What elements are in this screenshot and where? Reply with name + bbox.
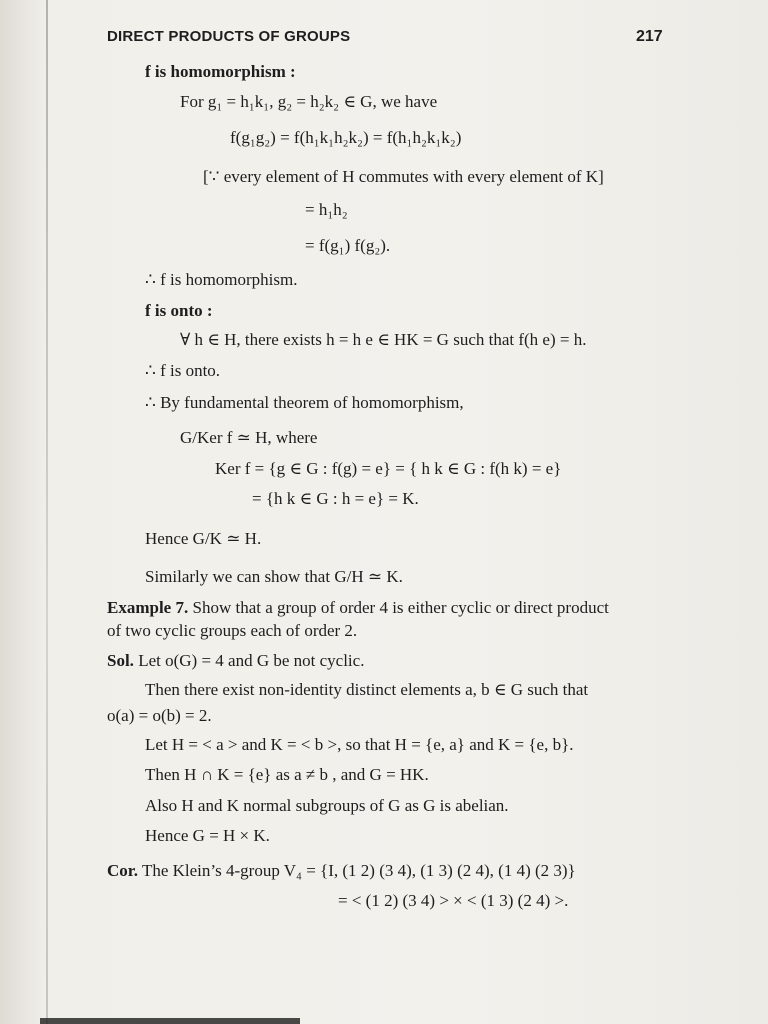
page-binding-shadow: [46, 0, 48, 1024]
text-line-l16: [145, 567, 403, 587]
line-text: = {h k ∈ G : h = e} = K.: [252, 489, 419, 508]
line-text: Let H = < a > and K = < b >, so that H = {e, a} and K = {e, b}.: [145, 735, 574, 754]
text-line-l03: [230, 128, 461, 148]
text-line-l15: [145, 529, 261, 549]
line-text: f is onto :: [145, 301, 213, 320]
text-line-l10: [145, 361, 220, 381]
line-text: ∴ By fundamental theorem of homomorphism,: [145, 393, 464, 412]
text-line-l21: [107, 706, 212, 726]
line-label: Sol.: [107, 651, 134, 670]
line-text: = f(g₁) f(g₂).: [305, 236, 391, 255]
line-text: o(a) = o(b) = 2.: [107, 706, 212, 725]
line-text: Hence G = H × K.: [145, 826, 270, 845]
line-text: f(g₁g₂) = f(h₁k₁h₂k₂) = f(h₁h₂k₁k₂): [230, 128, 462, 147]
line-text: f is homomorphism :: [145, 62, 296, 81]
text-line-l08: [145, 301, 213, 321]
text-line-l20: [145, 680, 588, 700]
text-line-l19: [107, 651, 364, 671]
line-text: = h₁h₂: [305, 200, 348, 219]
page-number: 217: [636, 28, 663, 45]
running-header-title: DIRECT PRODUCTS OF GROUPS: [107, 28, 351, 45]
line-text: Let o(G) = 4 and G be not cyclic.: [133, 651, 365, 670]
text-line-l18: [107, 621, 357, 641]
line-label: Example 7.: [107, 598, 189, 617]
line-text: G/Ker f ≃ H, where: [180, 428, 318, 447]
text-line-l02: [180, 92, 437, 112]
page-bottom-edge: [40, 1018, 300, 1024]
text-line-l11: [145, 393, 464, 413]
text-line-l17: [107, 598, 609, 618]
line-label: Cor.: [107, 861, 139, 880]
line-text: [∵ every element of H commutes with every element of K]: [203, 167, 604, 186]
line-text: ∴ f is onto.: [145, 361, 221, 380]
text-line-l22: [145, 735, 573, 755]
text-line-l09: [180, 330, 586, 350]
text-line-l23: [145, 765, 429, 785]
text-line-l13: [215, 459, 561, 479]
line-text: Then H ∩ K = {e} as a ≠ b , and G = HK.: [145, 765, 429, 784]
text-line-l04: [203, 167, 604, 187]
text-line-l01: [145, 62, 296, 82]
line-text: Show that a group of order 4 is either cyclic or direct product: [188, 598, 609, 617]
line-text: Similarly we can show that G/H ≃ K.: [145, 567, 403, 586]
text-line-l24: [145, 796, 509, 816]
line-text: of two cyclic groups each of order 2.: [107, 621, 358, 640]
text-line-l14: [252, 489, 419, 509]
line-text: The Klein’s 4-group V₄ = {I, (1 2) (3 4), (1 3) (2 4), (1 4) (2 3)}: [138, 861, 576, 880]
line-text: Also H and K normal subgroups of G as G is abelian.: [145, 796, 509, 815]
line-text: = < (1 2) (3 4) > × < (1 3) (2 4) >.: [338, 891, 569, 910]
text-line-l12: [180, 428, 317, 448]
line-text: Ker f = {g ∈ G : f(g) = e} = { h k ∈ G : f(h k) = e}: [215, 459, 562, 478]
text-line-l25: [145, 826, 270, 846]
text-line-l07: [145, 270, 298, 290]
line-text: Hence G/K ≃ H.: [145, 529, 262, 548]
line-text: ∴ f is homomorphism.: [145, 270, 298, 289]
text-line-l05: [305, 200, 348, 220]
text-line-l26: [107, 861, 576, 881]
line-text: Then there exist non-identity distinct elements a, b ∈ G such that: [145, 680, 589, 699]
text-line-l06: [305, 236, 390, 256]
text-line-l27: [338, 891, 568, 911]
line-text: ∀ h ∈ H, there exists h = h e ∈ HK = G such that f(h e) = h.: [180, 330, 587, 349]
line-text: For g₁ = h₁k₁, g₂ = h₂k₂ ∈ G, we have: [180, 92, 438, 111]
